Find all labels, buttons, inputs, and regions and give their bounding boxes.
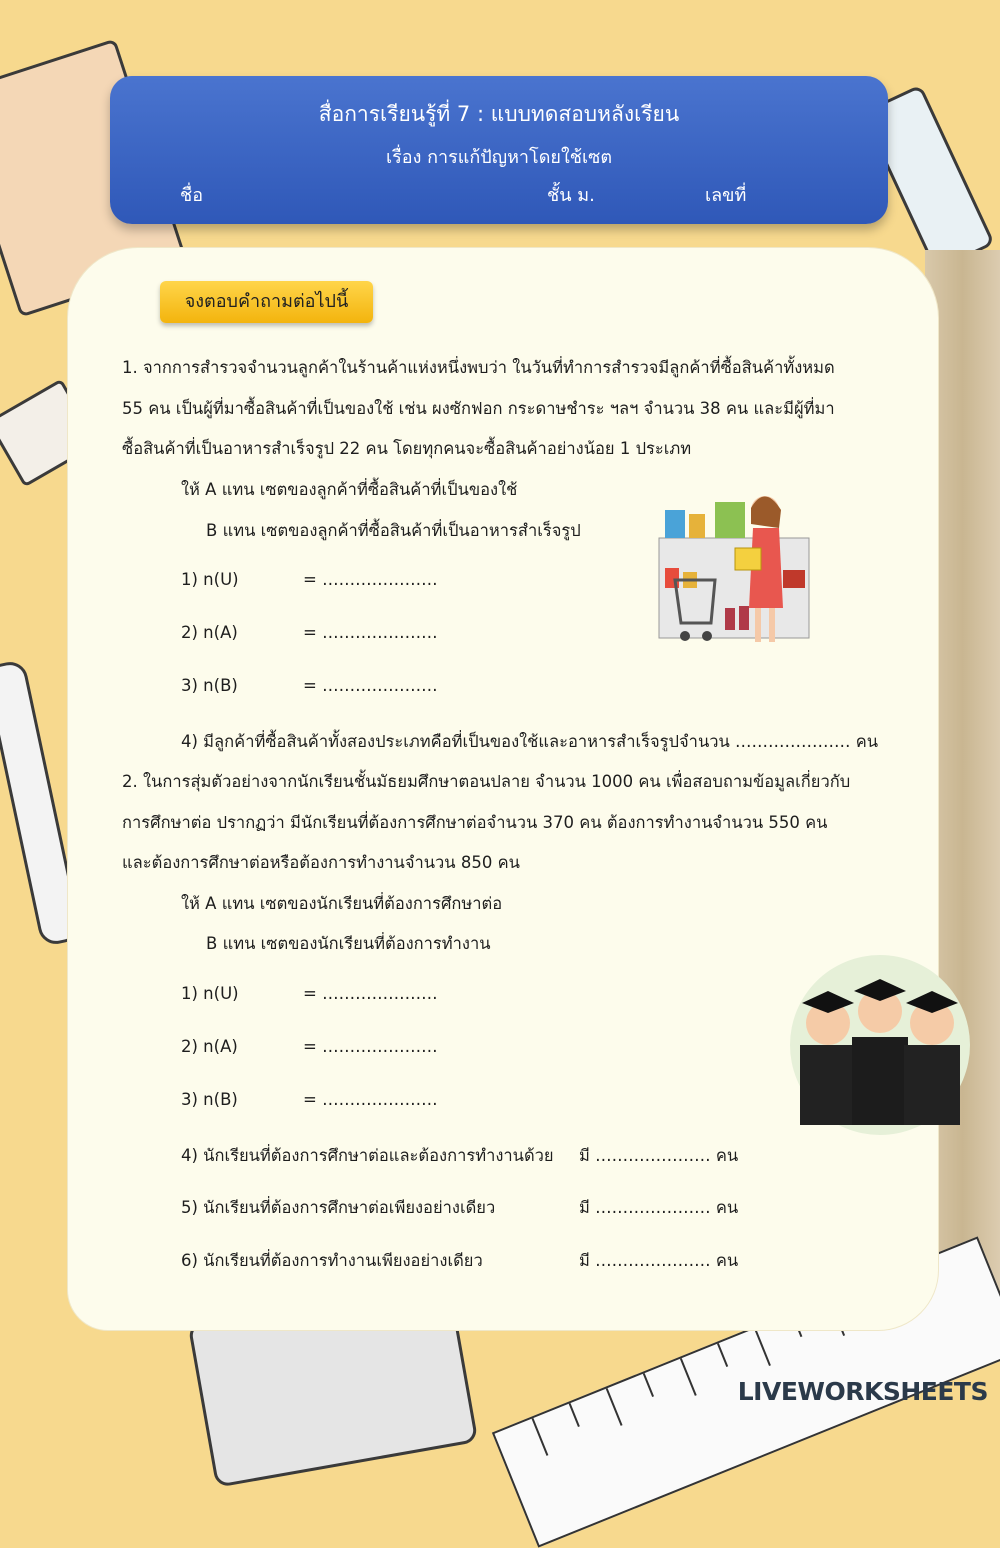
q1-item-3-label: 3) n(B) <box>181 676 238 695</box>
q1-item-3-answer[interactable]: = ………………… <box>303 676 438 695</box>
class-label: ชั้น ม. <box>547 185 595 206</box>
q2-text-line-2: การศึกษาต่อ ปรากฏว่า มีนักเรียนที่ต้องการศึกษาต่อจำนวน 370 คน ต้องการทำงานจำนวน 550 คน <box>122 813 828 832</box>
q1-item-1-label: 1) n(U) <box>181 570 239 589</box>
number-label: เลขที่ <box>705 185 747 206</box>
q1-let-a: ให้ A แทน เซตของลูกค้าที่ซื้อสินค้าที่เป็นของใช้ <box>181 480 518 499</box>
q1-item-4[interactable]: 4) มีลูกค้าที่ซื้อสินค้าทั้งสองประเภทคือที่เป็นของใช้และอาหารสำเร็จรูปจำนวน ………………… คน <box>181 732 879 751</box>
q2-item-5-answer[interactable]: มี ………………… คน <box>579 1198 739 1217</box>
q2-item-5-label: 5) นักเรียนที่ต้องการศึกษาต่อเพียงอย่างเดียว <box>181 1198 496 1217</box>
shopper-illustration <box>655 488 815 648</box>
q1-item-2-answer[interactable]: = ………………… <box>303 623 438 642</box>
q2-item-2-label: 2) n(A) <box>181 1037 238 1056</box>
q1-text-line-1: 1. จากการสำรวจจำนวนลูกค้าในร้านค้าแห่งหนึ่งพบว่า ในวันที่ทำการสำรวจมีลูกค้าที่ซื้อสินค้าทั้งหมด <box>122 358 835 377</box>
page-title: สื่อการเรียนรู้ที่ 7 : แบบทดสอบหลังเรียน <box>318 102 680 126</box>
q2-item-6-label: 6) นักเรียนที่ต้องการทำงานเพียงอย่างเดียว <box>181 1251 483 1270</box>
q2-let-b: B แทน เซตของนักเรียนที่ต้องการทำงาน <box>206 934 491 953</box>
instruction-banner: จงตอบคำถามต่อไปนี้ <box>160 281 373 323</box>
q2-item-4-answer[interactable]: มี ………………… คน <box>579 1146 739 1165</box>
name-label: ชื่อ <box>180 185 204 206</box>
q2-let-a: ให้ A แทน เซตของนักเรียนที่ต้องการศึกษาต่อ <box>181 894 503 913</box>
q2-item-1-label: 1) n(U) <box>181 984 239 1003</box>
q2-item-4-label: 4) นักเรียนที่ต้องการศึกษาต่อและต้องการทำงานด้วย <box>181 1146 554 1165</box>
q1-let-b: B แทน เซตของลูกค้าที่ซื้อสินค้าที่เป็นอาหารสำเร็จรูป <box>206 521 581 540</box>
q1-text-line-2: 55 คน เป็นผู้ที่มาซื้อสินค้าที่เป็นของใช้ เช่น ผงซักฟอก กระดาษชำระ ฯลฯ จำนวน 38 คน และมีผู้ที่มา <box>122 399 835 418</box>
q2-item-2-answer[interactable]: = ………………… <box>303 1037 438 1056</box>
q2-item-3-answer[interactable]: = ………………… <box>303 1090 438 1109</box>
q2-item-1-answer[interactable]: = ………………… <box>303 984 438 1003</box>
graduates-illustration <box>780 945 980 1145</box>
liveworksheets-watermark: LIVEWORKSHEETS <box>737 1377 988 1406</box>
q1-item-1-answer[interactable]: = ………………… <box>303 570 438 589</box>
q1-text-line-3: ซื้อสินค้าที่เป็นอาหารสำเร็จรูป 22 คน โดยทุกคนจะซื้อสินค้าอย่างน้อย 1 ประเภท <box>122 439 692 458</box>
q2-text-line-3: และต้องการศึกษาต่อหรือต้องการทำงานจำนวน 850 คน <box>122 853 520 872</box>
page-subtitle: เรื่อง การแก้ปัญหาโดยใช้เซต <box>385 147 613 168</box>
q2-item-3-label: 3) n(B) <box>181 1090 238 1109</box>
q2-item-6-answer[interactable]: มี ………………… คน <box>579 1251 739 1270</box>
header-banner <box>110 76 888 224</box>
q1-item-2-label: 2) n(A) <box>181 623 238 642</box>
q2-text-line-1: 2. ในการสุ่มตัวอย่างจากนักเรียนชั้นมัธยมศึกษาตอนปลาย จำนวน 1000 คน เพื่อสอบถามข้อมูลเกี่ยวกับ <box>122 772 851 791</box>
